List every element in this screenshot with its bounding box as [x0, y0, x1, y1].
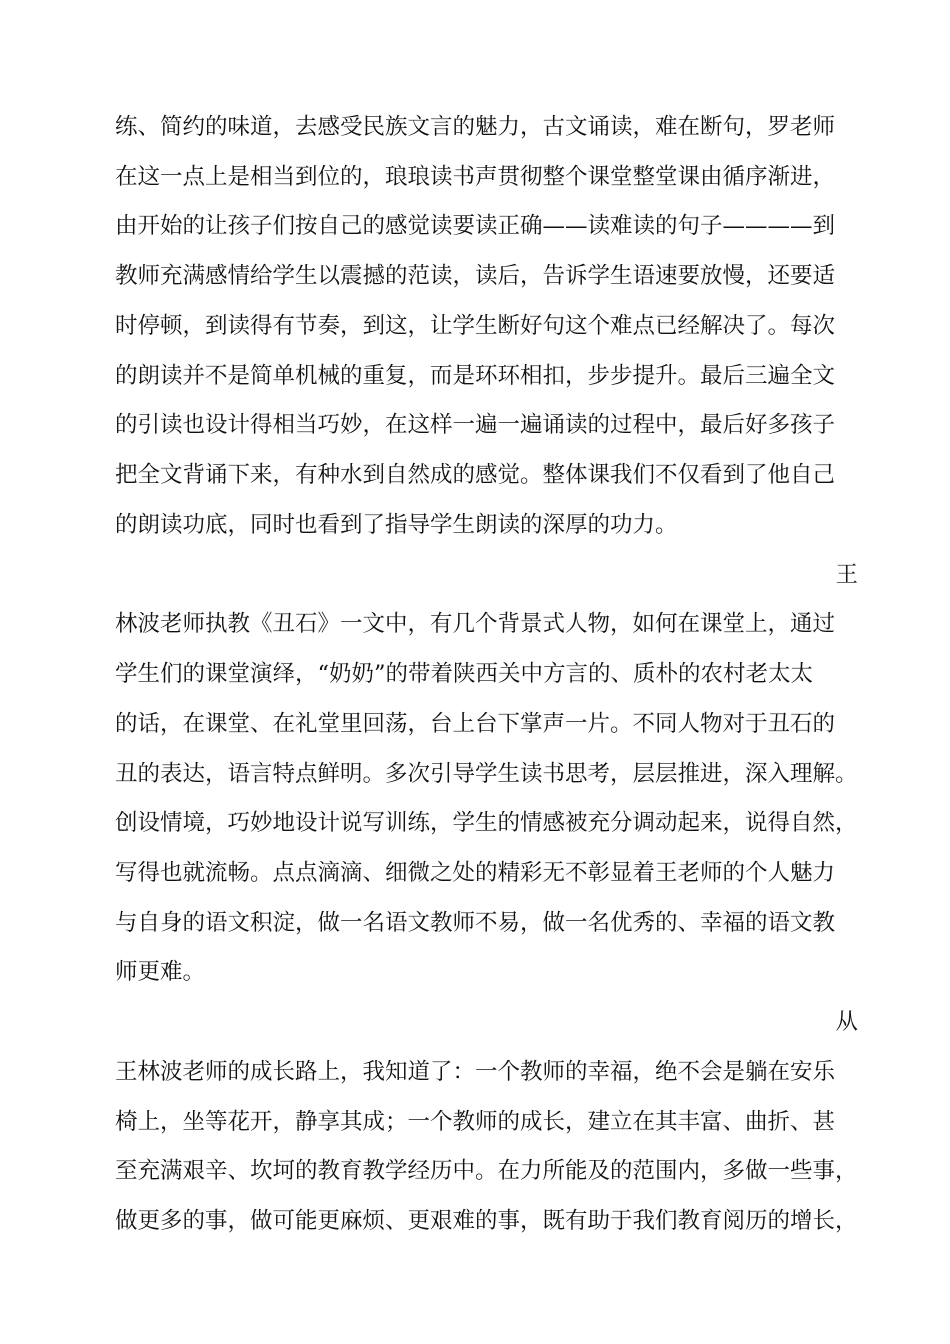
- text-line: 由开始的让孩子们按自己的感觉读要读正确——读难读的句子————到: [115, 213, 836, 239]
- text-line: 在这一点上是相当到位的，琅琅读书声贯彻整个课堂整堂课由循序渐进，: [115, 164, 836, 190]
- text-line: 的朗读并不是简单机械的重复，而是环环相扣，步步提升。最后三遍全文: [115, 363, 836, 389]
- paragraph-start-char: 从: [835, 1009, 858, 1035]
- text-line: 时停顿，到读得有节奏，到这，让学生断好句这个难点已经解决了。每次: [115, 313, 836, 339]
- text-line: 写得也就流畅。点点滴滴、细微之处的精彩无不彰显着王老师的个人魅力: [115, 860, 836, 886]
- text-line: 与自身的语文积淀，做一名语文教师不易，做一名优秀的、幸福的语文教: [115, 910, 836, 936]
- text-line: 丑的表达，语言特点鲜明。多次引导学生读书思考，层层推进，深入理解。: [115, 761, 858, 787]
- text-line: 至充满艰辛、坎坷的教育教学经历中。在力所能及的范围内，多做一些事，: [115, 1158, 858, 1184]
- text-line: 创设情境，巧妙地设计说写训练，学生的情感被充分调动起来，说得自然，: [115, 810, 858, 836]
- text-line: 学生们的课堂演绎，“奶奶”的带着陕西关中方言的、质朴的农村老太太: [115, 661, 814, 687]
- text-line: 教师充满感情给学生以震撼的范读，读后，告诉学生语速要放慢，还要适: [115, 263, 836, 289]
- text-line: 做更多的事，做可能更麻烦、更艰难的事，既有助于我们教育阅历的增长，: [115, 1208, 858, 1234]
- text-line: 椅上，坐等花开，静享其成；一个教师的成长，建立在其丰富、曲折、甚: [115, 1109, 836, 1135]
- text-line: 把全文背诵下来，有种水到自然成的感觉。整体课我们不仅看到了他自己: [115, 462, 836, 488]
- text-line: 的引读也设计得相当巧妙，在这样一遍一遍诵读的过程中，最后好多孩子: [115, 412, 836, 438]
- text-line: 林波老师执教《丑石》一文中，有几个背景式人物，如何在课堂上，通过: [115, 611, 836, 637]
- text-line: 王林波老师的成长路上，我知道了：一个教师的幸福，绝不会是躺在安乐: [115, 1059, 836, 1085]
- text-line: 的话，在课堂、在礼堂里回荡，台上台下掌声一片。不同人物对于丑石的: [115, 711, 836, 737]
- text-line: 的朗读功底，同时也看到了指导学生朗读的深厚的功力。: [115, 512, 678, 538]
- paragraph-start-char: 王: [835, 562, 858, 588]
- text-line: 师更难。: [115, 959, 206, 985]
- text-line: 练、简约的味道，去感受民族文言的魅力，古文诵读，难在断句，罗老师: [115, 114, 836, 140]
